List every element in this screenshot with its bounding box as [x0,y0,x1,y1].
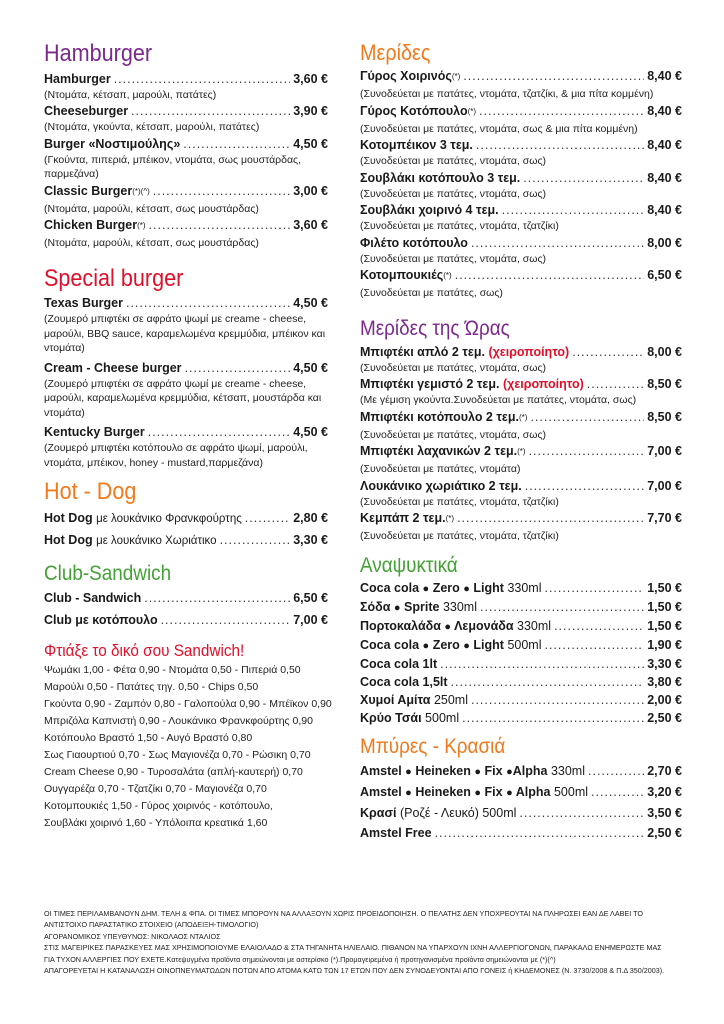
menu-item: Σουβλάκι χοιρινό 4 τεμ. ..... 8,40 € [360,201,682,219]
menu-item: Hamburger ..... 3,60 € [44,70,328,88]
bullet-icon: ● [506,766,513,779]
item-description: (Συνοδεύεται με πατάτες, ντομάτα, σως) [360,361,547,374]
bullet-icon: ● [463,640,470,653]
item-price: 4,50 € [293,296,328,311]
footer-line: ΟΙ ΤΙΜΕΣ ΠΕΡΙΛΑΜΒΑΝΟΥΝ ΔΗΜ. ΤΕΛΗ & ΦΠΑ. ΟΙ ΤΙΜΕΣ ΜΠΟΡΟΥΝ ΝΑ ΑΛΛΑΞΟΥΝ ΧΩΡΙΣ ΠΡΟΕΙΔΟΠΟΙΗΣΗ. Ο ΠΕΛΑΤΗΣ ΔΕΝ ΥΠΟΧΡΕΟΥΤΑΙ ΝΑ ΠΛΗΡΩΣΕΙ ΕΑΝ ΔΕ ΛΑΒΕΙ ΤΟ [44,909,643,918]
item-description: (Συνοδεύεται με πατάτες, ντομάτα) [360,463,521,476]
item-price: 6,50 € [293,590,328,605]
item-description: (Γκούντα, πιπεριά, μπέικον, ντομάτα, σως μουστάρδας, παρμεζάνα) [44,153,302,181]
item-price: 1,50 € [647,619,682,634]
item-price: 8,40 € [647,170,682,185]
bullet-icon: ● [422,640,430,653]
drink-item: Amstel ● Heineken ● Fix ●Alpha 330ml ..... 2,70 € [360,761,682,782]
bullet-icon: ● [444,621,452,634]
ingredient-line: Κοτομπουκιές 1,50 - Γύρος χοιρινός - κοτόπουλο, [44,800,273,813]
footer-line: ΑΝΤΙΣΤΟΙΧΟ ΠΑΡΑΣΤΑΤΙΚΟ ΣΤΟΙΧΕΙΟ (ΑΠΟΔΕΙΞΗ-ΤΙΜΟΛΟΓΙΟ) [44,920,259,930]
footer-line: ΓΙΑ ΤΥΧΟΝ ΑΛΛΕΡΓΙΕΣ ΠΟΥ ΕΧΕΤΕ.Κατεψυγμένα προϊόντα σημειώνονται με αστερίσκο (*).Προμαγειρεμένα ή προτηγανισμένα προϊόντα σημειώνονται με (*)(^) [44,954,556,964]
drink-item: Coca cola 1,5lt ..... 3,80 € [360,673,682,691]
item-price: 8,50 € [647,409,682,424]
menu-item: Κοτομπέικον 3 τεμ. ..... 8,40 € [360,136,682,154]
section-title: Μπύρες - Κρασιά [360,735,506,759]
item-price: 6,50 € [647,268,682,283]
menu-item: Hot Dog με λουκάνικο Χωριάτικο ..... 3,30 € [44,530,328,552]
item-marker: (*) [137,221,146,231]
menu-item: Μπιφτέκι γεμιστό 2 τεμ. (χειροποίητο) ..... 8,50 € [360,375,682,393]
section-title: Φτιάξε το δικό σου Sandwich! [44,640,245,660]
ingredient-line: Σουβλάκι χοιρινό 1,60 - Υπόλοιπα κρεατικά 1,60 [44,817,268,830]
menu-item: Kentucky Burger ..... 4,50 € [44,423,328,441]
item-price: 3,00 € [293,183,328,198]
footer-line: ΑΠΑΓΟΡΕΥΕΤΑΙ Η ΚΑΤΑΝΑΛΩΣΗ ΟΙΝΟΠΝΕΥΜΑΤΩΔΩΝ ΠΟΤΩΝ ΑΠΟ ΑΤΟΜΑ ΚΑΤΩ ΤΩΝ 17 ΕΤΩΝ ΠΟΥ ΔΕΝ ΣΥΝΟΔΕΥΟΝΤΑΙ ΑΠΟ ΓΟΝΕΙΣ ή ΚΗΔΕΜΟΝΕΣ (Ν. 3730/2008 & Π.Δ 350/2003). [44,966,665,976]
section-title: Hamburger [44,40,153,67]
item-description: (Ζουμερό μπιφτέκι σε αφράτο ψωμί με creame - cheese, μαρούλι, BBQ sauce, καραμελωμένα κρεμμύδια, μπέικον και ντομάτα) [44,313,326,355]
item-marker: (*)(^) [132,186,150,196]
menu-item: Μπιφτέκι λαχανικών 2 τεμ. (*) ..... 7,00 € [360,442,682,462]
ingredient-line: Κοτόπουλο Βραστό 1,50 - Αυγό Βραστό 0,80 [44,732,253,745]
section-custom-sandwich [44,640,332,833]
section-hamburger [44,40,328,251]
section-title: Μερίδες της Ώρας [360,316,510,340]
item-price: 2,70 € [647,764,682,779]
footer-line: ΣΤΙΣ ΜΑΓΕΙΡΙΚΕΣ ΠΑΡΑΣΚΕΥΕΣ ΜΑΣ ΧΡΗΣΙΜΟΠΟΙΟΥΜΕ ΕΛΑΙΟΛΑΔΟ & ΣΤΑ ΤΗΓΑΝΗΤΑ ΗΛΙΕΛΑΙΟ. ΠΙΘΑΝΟΝ ΝΑ ΥΠΑΡΧΟΥΝ ΙΧΝΗ ΑΛΛΕΡΓΙΟΓΟΝΩΝ, ΠΑΡΑΚΑΛΩ ΕΝΗΜΕΡΩΣΤΕ ΜΑΣ [44,943,662,953]
menu-item: Texas Burger ..... 4,50 € [44,294,328,312]
item-price: 1,90 € [647,638,682,653]
section-title: Αναψυκτικά [360,553,458,577]
bullet-icon: ● [463,583,470,596]
item-price: 2,00 € [647,693,682,708]
item-description: (Συνοδεύεται με πατάτες, σως) [360,287,503,300]
item-marker: (*) [467,106,477,116]
drink-item: Σόδα ● Sprite 330ml ..... 1,50 € [360,598,682,617]
menu-item: Σουβλάκι κοτόπουλο 3 τεμ. ..... 8,40 € [360,169,682,187]
section-special-burger [44,265,328,471]
menu-item: Cheeseburger ..... 3,90 € [44,102,328,120]
item-description: (Ντομάτα, κέτσαπ, μαρούλι, πατάτες) [44,88,217,101]
item-marker: (*) [443,271,452,281]
item-price: 8,00 € [647,235,682,250]
item-description: (Συνοδεύεται με πατάτες, ντομάτα, τζατζίκι, & μια πίτα κομμένη) [360,88,654,101]
item-price: 3,20 € [647,785,682,800]
bullet-icon: ● [422,583,430,596]
item-price: 2,50 € [647,711,682,726]
item-description: (Ντομάτα, μαρούλι, κέτσαπ, σως μουστάρδας) [44,202,259,215]
menu-item: Cream - Cheese burger ..... 4,50 € [44,359,328,377]
left-column [44,40,332,832]
menu-item: Γύρος Χοιρινός (*) ..... 8,40 € [360,67,682,87]
item-price: 2,80 € [293,510,328,525]
item-price: 3,30 € [293,532,328,547]
section-club-sandwich [44,562,328,631]
item-price: 1,50 € [647,600,682,615]
menu-item: Club με κοτόπουλο ..... 7,00 € [44,609,328,631]
item-price: 8,40 € [647,203,682,218]
menu-item: Burger «Νοστιμούλης» ..... 4,50 € [44,135,328,153]
drink-item: Coca cola ● Zero ● Light 500ml ..... 1,90 € [360,636,682,655]
item-marker: (*) [517,447,526,457]
item-price: 3,60 € [293,218,328,233]
drink-item: Coca cola 1lt ..... 3,30 € [360,655,682,673]
item-price: 7,00 € [293,612,328,627]
menu-item: Κοτομπουκιές (*) ..... 6,50 € [360,266,682,286]
item-description: (Συνοδεύεται με πατάτες, ντομάτα, σως) [360,155,547,168]
section-merides-oras [360,317,682,544]
menu-item: Κεμπάπ 2 τεμ. (*) ..... 7,70 € [360,509,682,529]
item-description: (Με γέμιση γκούντα.Συνοδεύεται με πατάτες, ντομάτα, σως) [360,394,637,407]
item-price: 2,50 € [647,826,682,841]
bullet-icon: ● [405,766,412,779]
item-price: 4,50 € [293,136,328,151]
item-description: (Συνοδεύεται με πατάτες, ντομάτα, τζατζίκι) [360,530,559,543]
menu-item: Μπιφτέκι απλό 2 τεμ. (χειροποίητο) ..... 8,00 € [360,343,682,361]
section-beers-wines [360,735,682,843]
menu-item: Φιλέτο κοτόπουλο ..... 8,00 € [360,234,682,252]
drink-item: Coca cola ● Zero ● Light 330ml ..... 1,50 € [360,579,682,598]
drink-item: Κρύο Τσάι 500ml ..... 2,50 € [360,709,682,727]
section-hot-dog [44,478,328,552]
bullet-icon: ● [474,766,482,779]
item-price: 7,00 € [647,478,682,493]
item-marker: (*) [519,412,528,422]
item-description: (Συνοδεύεται με πατάτες, ντομάτα, σως) [360,428,547,441]
item-description: (Ζουμερό μπιφτέκι σε αφράτο ψωμί με creame - cheese, μαρούλι, καραμελωμένα κρεμμύδια, κέτσαπ, μουστάρδα και ντομάτα) [44,377,322,419]
menu-item: Chicken Burger (*) ..... 3,60 € [44,216,328,236]
item-price: 4,50 € [293,360,328,375]
item-price: 8,40 € [647,103,682,118]
item-description: (Συνοδεύεται με πατάτες, ντομάτα, τζατζίκι) [360,495,559,508]
item-description: (Συνοδεύεται με πατάτες, ντομάτα, τζατζίκι) [360,220,559,233]
item-description: (Συνοδεύεται με πατάτες, ντομάτα, σως) [360,187,547,200]
bullet-icon: ● [405,787,412,800]
item-price: 8,40 € [647,138,682,153]
ingredient-line: Ψωμάκι 1,00 - Φέτα 0,90 - Ντομάτα 0,50 - Πιπεριά 0,50 [44,664,301,677]
bullet-icon: ● [393,602,401,615]
item-price: 8,00 € [647,344,682,359]
item-description: (Ζουμερό μπιφτέκι κοτόπουλο σε αφράτο ψωμί, μαρούλι, ντομάτα, μπέικον, honey - mustard,παρμεζάνα) [44,442,308,469]
footer-line: ΑΓΟΡΑΝΟΜΙΚΟΣ ΥΠΕΥΘΥΝΟΣ: ΝΙΚΟΛΑΟΣ ΝΤΑΛΙΟΣ [44,931,221,941]
item-description: (Ντομάτα, μαρούλι, κέτσαπ, σως μουστάρδας) [44,237,259,250]
item-price: 3,80 € [647,675,682,690]
item-price: 3,30 € [647,657,682,672]
menu-item: Classic Burger (*)(^) ..... 3,00 € [44,182,328,202]
menu-item: Λουκάνικο χωριάτικο 2 τεμ. ..... 7,00 € [360,477,682,495]
item-price: 3,90 € [293,104,328,119]
bullet-icon: ● [506,787,513,800]
item-price: 1,50 € [647,581,682,596]
item-price: 7,00 € [647,444,682,459]
item-description: (Συνοδεύεται με πατάτες, ντομάτα, σως) [360,252,547,265]
right-column [360,40,682,843]
legal-footer [44,908,684,976]
item-price: 8,50 € [647,377,682,392]
section-merides [360,40,682,301]
drink-item: Χυμοί Αμίτα 250ml ..... 2,00 € [360,691,682,709]
ingredient-line: Μαρούλι 0,50 - Πατάτες τηγ. 0,50 - Chips 0,50 [44,681,259,694]
ingredient-line: Μπριζόλα Καπνιστή 0,90 - Λουκάνικο Φρανκφούρτης 0,90 [44,715,313,728]
section-title: Club-Sandwich [44,561,172,585]
item-price: 3,60 € [293,71,328,86]
drink-item: Amstel Free ..... 2,50 € [360,823,682,843]
item-price: 3,50 € [647,806,682,821]
ingredient-line: Cream Cheese 0,90 - Τυροσαλάτα (απλή-καυτερή) 0,70 [44,766,303,779]
ingredient-line: Γκούντα 0,90 - Ζαμπόν 0,80 - Γαλοπούλα 0,90 - Μπέϊκον 0,90 [44,698,332,711]
drink-item: Amstel ● Heineken ● Fix ● Alpha 500ml ..... 3,20 € [360,782,682,803]
bullet-icon: ● [474,787,482,800]
ingredient-line: Ουγγαρέζα 0,70 - Τζατζίκι 0,70 - Μαγιονέζα 0,70 [44,783,267,796]
menu-item: Hot Dog με λουκάνικο Φρανκφούρτης ..... 2,80 € [44,508,328,530]
section-drinks [360,554,682,727]
item-marker: (*) [451,72,461,82]
menu-item: Μπιφτέκι κοτόπουλο 2 τεμ. (*) ..... 8,50 € [360,408,682,428]
menu-item: Γύρος Κοτόπουλο (*) ..... 8,40 € [360,102,682,122]
item-description: (Ντομάτα, γκούντα, κέτσαπ, μαρούλι, πατάτες) [44,121,260,134]
ingredient-line: Σως Γιαουρτιού 0,70 - Σως Μαγιονέζα 0,70 - Ρώσικη 0,70 [44,749,311,762]
menu-item: Club - Sandwich ..... 6,50 € [44,587,328,609]
item-description: (Συνοδεύεται με πατάτες, ντομάτα, σως & μια πίτα κομμένη) [360,122,638,135]
drink-item: Πορτοκαλάδα ● Λεμονάδα 330ml ..... 1,50 € [360,617,682,636]
section-title: Μερίδες [360,40,431,65]
drink-item: Κρασί (Ροζέ - Λευκό) 500ml ..... 3,50 € [360,803,682,823]
item-price: 4,50 € [293,425,328,440]
item-price: 7,70 € [647,511,682,526]
section-title: Special burger [44,264,184,292]
section-title: Hot - Dog [44,478,137,506]
item-price: 8,40 € [647,69,682,84]
item-marker: (*) [445,514,455,524]
